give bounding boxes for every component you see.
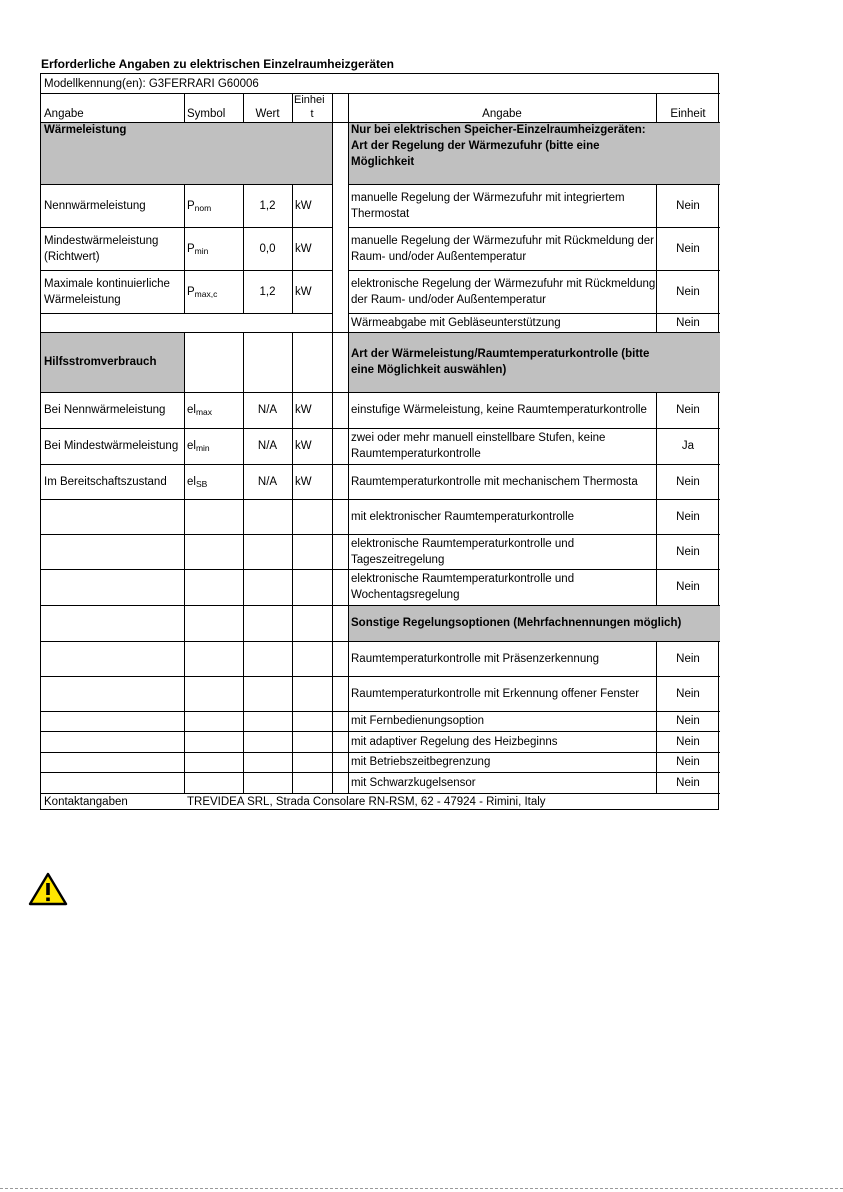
section-speicher: Nur bei elektrischen Speicher-Einzelraumheizgeräten: Art der Regelung der Wärmezufuhr (bitte eine Möglichkeit xyxy=(351,124,646,168)
option-text: mit elektronischer Raumtemperaturkontrolle xyxy=(351,510,575,523)
document-title: Erforderliche Angaben zu elektrischen Einzelraumheizgeräten xyxy=(41,57,394,71)
unit-cell: kW xyxy=(295,285,312,298)
row-label: Mindestwärmeleistung (Richtwert) xyxy=(44,234,159,263)
symbol-subscript: max,c xyxy=(194,288,218,299)
symbol-main: P xyxy=(187,285,195,298)
option-text: elektronische Regelung der Wärmezufuhr mit Rückmeldung der Raum- und/oder Außentemperatur xyxy=(351,277,656,306)
option-text: mit Fernbedienungsoption xyxy=(351,715,484,727)
option-text: manuelle Regelung der Wärmezufuhr mit integriertem Thermostat xyxy=(351,191,625,220)
section-hilfsstromverbrauch: Hilfsstromverbrauch xyxy=(44,356,157,368)
option-value: Nein xyxy=(676,581,700,593)
unit-cell: kW xyxy=(295,199,312,212)
row-rule xyxy=(41,313,332,314)
option-text: Raumtemperaturkontrolle mit Erkennung offener Fenster xyxy=(351,687,640,700)
option-text: elektronische Raumtemperaturkontrolle und Tageszeitregelung xyxy=(351,537,575,566)
option-text: manuelle Regelung der Wärmezufuhr mit Rückmeldung der Raum- und/oder Außentemperatur xyxy=(351,234,654,263)
contact-label: Kontaktangaben xyxy=(44,796,128,808)
option-value: Nein xyxy=(676,735,700,748)
unit-cell: kW xyxy=(295,242,312,255)
value-cell: 0,0 xyxy=(259,242,276,255)
symbol-cell xyxy=(184,184,243,227)
symbol-main: el xyxy=(187,440,196,452)
symbol-main: P xyxy=(187,242,195,255)
option-value: Nein xyxy=(676,715,700,727)
option-text: mit adaptiver Regelung des Heizbeginns xyxy=(351,735,558,748)
value-cell: 1,2 xyxy=(259,285,276,298)
option-value: Nein xyxy=(676,242,700,255)
row-label: Maximale kontinuierliche Wärmeleistung xyxy=(44,277,170,306)
symbol-subscript: SB xyxy=(195,478,208,489)
option-value: Nein xyxy=(676,316,700,329)
option-text: elektronische Raumtemperaturkontrolle und Wochentagsregelung xyxy=(351,573,575,601)
value-cell: 1,2 xyxy=(259,199,276,212)
option-text: einstufige Wärmeleistung, keine Raumtemperaturkontrolle xyxy=(351,404,647,416)
option-text: Wärmeabgabe mit Gebläseunterstützung xyxy=(351,316,561,329)
header-angabe-left: Angabe xyxy=(44,108,84,120)
header-symbol: Symbol xyxy=(187,108,226,120)
contact-value: TREVIDEA SRL, Strada Consolare RN-RSM, 62 - 47924 - Rimini, Italy xyxy=(187,796,546,808)
unit-cell: kW xyxy=(295,440,312,452)
row-label: Bei Nennwärmeleistung xyxy=(44,404,166,416)
row-label: Im Bereitschaftszustand xyxy=(44,475,167,488)
option-value: Nein xyxy=(676,285,700,298)
option-value: Nein xyxy=(676,652,700,665)
symbol-cell xyxy=(184,227,243,270)
option-text: zwei oder mehr manuell einstellbare Stufen, keine Raumtemperaturkontrolle xyxy=(351,432,606,460)
header-angabe-right: Angabe xyxy=(482,108,522,120)
row-rule xyxy=(41,93,720,94)
header-einheit-right: Einheit xyxy=(670,108,706,120)
symbol-main: el xyxy=(187,404,196,416)
option-value: Nein xyxy=(676,404,700,416)
header-einheit-left-2: t xyxy=(310,108,314,120)
symbol-cell xyxy=(184,464,243,499)
symbol-cell xyxy=(184,428,243,464)
section-waermeleistung: Wärmeleistung xyxy=(44,124,127,136)
row-label: Bei Mindestwärmeleistung xyxy=(44,440,179,452)
column-rule xyxy=(332,122,333,793)
option-value: Nein xyxy=(676,545,700,558)
row-label: Nennwärmeleistung xyxy=(44,199,146,212)
symbol-subscript: min xyxy=(194,245,209,256)
option-value: Nein xyxy=(676,687,700,700)
option-value: Nein xyxy=(676,776,700,789)
option-text: mit Schwarzkugelsensor xyxy=(351,776,476,789)
section-raumtemperatur: Art der Wärmeleistung/Raumtemperaturkontrolle (bitte eine Möglichkeit auswählen) xyxy=(351,348,650,376)
option-value: Nein xyxy=(676,199,700,212)
value-cell: N/A xyxy=(257,475,278,488)
symbol-cell xyxy=(184,392,243,428)
option-value: Ja xyxy=(681,440,695,452)
data-table xyxy=(40,73,719,810)
value-cell: N/A xyxy=(257,440,278,452)
option-text: mit Betriebszeitbegrenzung xyxy=(351,756,491,768)
column-rule xyxy=(332,93,333,122)
option-value: Nein xyxy=(676,756,700,768)
symbol-subscript: max xyxy=(195,407,213,417)
symbol-main: el xyxy=(187,475,196,488)
warning-triangle-icon xyxy=(28,872,68,911)
symbol-subscript: min xyxy=(195,443,210,453)
symbol-cell xyxy=(184,270,243,313)
section-sonstige: Sonstige Regelungsoptionen (Mehrfachnennungen möglich) xyxy=(351,617,682,629)
symbol-main: P xyxy=(187,199,195,212)
header-einheit-left: Einhei xyxy=(294,94,325,106)
option-text: Raumtemperaturkontrolle mit mechanischem Thermosta xyxy=(351,475,638,488)
option-text: Raumtemperaturkontrolle mit Präsenzerkennung xyxy=(351,652,600,665)
header-wert: Wert xyxy=(255,108,280,120)
page-bottom-edge xyxy=(0,1188,843,1189)
model-identifier: Modellkennung(en): G3FERRARI G60006 xyxy=(44,77,259,90)
value-cell: N/A xyxy=(257,404,278,416)
option-value: Nein xyxy=(676,475,700,488)
symbol-subscript: nom xyxy=(194,202,212,213)
unit-cell: kW xyxy=(295,475,312,488)
unit-cell: kW xyxy=(295,404,312,416)
option-value: Nein xyxy=(676,510,700,523)
